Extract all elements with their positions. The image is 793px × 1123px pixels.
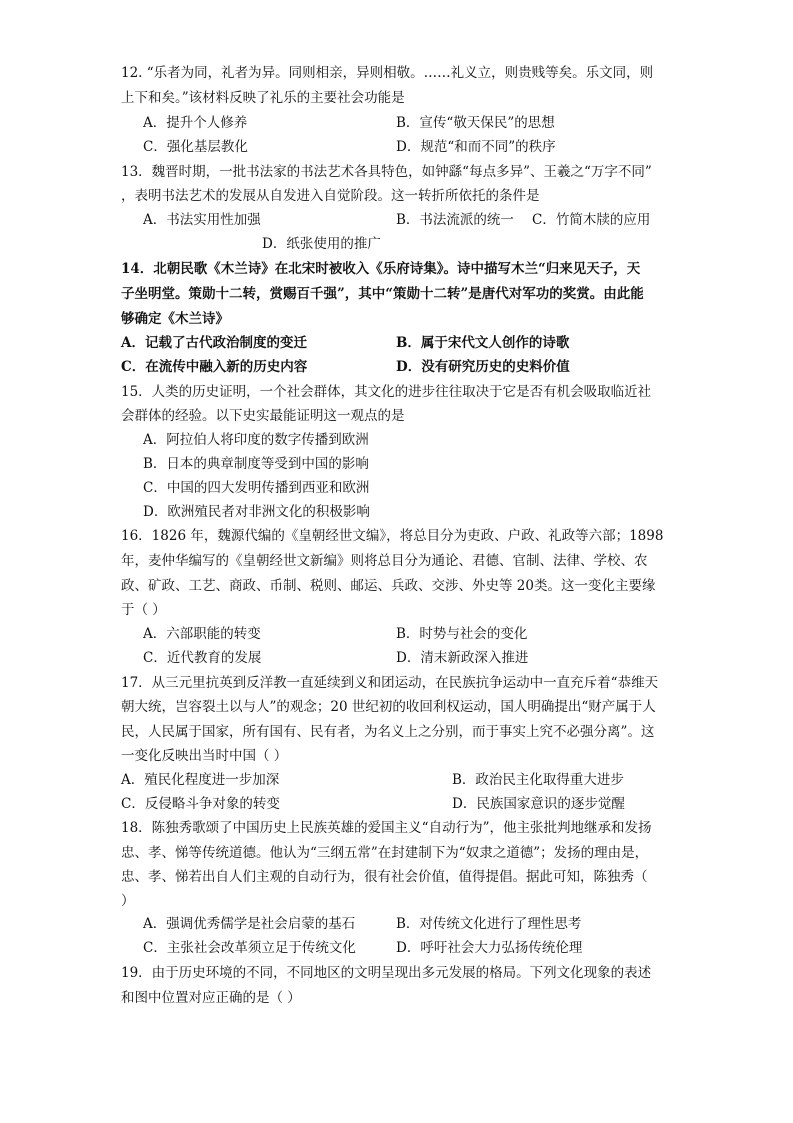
- q15-stem-line-1: 15．人类的历史证明，一个社会群体，其文化的进步往往取决于它是否有机会吸取临近社: [121, 384, 652, 400]
- q16-stem-line-2: 年，麦仲华编写的《皇朝经世文新编》则将总目分为通论、君德、官制、法律、学校、农: [121, 553, 648, 569]
- q15-option-d: D．欧洲殖民者对非洲文化的积极影响: [143, 504, 370, 520]
- q15-option-c: C．中国的四大发明传播到西亚和欧洲: [143, 480, 370, 496]
- q19-stem-line-1: 19．由于历史环境的不同，不同地区的文明呈现出多元发展的格局。下列文化现象的表述: [121, 965, 652, 981]
- q17-stem-line-1: 17．从三元里抗英到反洋教一直延续到义和团运动，在民族抗争运动中一直充斥着“恭维天: [121, 675, 659, 691]
- q14-stem-line-3: 够确定《木兰诗》: [121, 311, 229, 327]
- q16-option-a: A．六部职能的转变: [143, 626, 261, 642]
- q12-option-d: D．规范“和而不同”的秩序: [396, 139, 556, 155]
- q13-option-a: A．书法实用性加强: [143, 212, 261, 228]
- q17-option-c: C．反侵略斗争对象的转变: [121, 796, 280, 812]
- q15-stem-line-2: 会群体的经验。以下史实最能证明这一观点的是: [121, 408, 405, 424]
- q15-option-a: A．阿拉伯人将印度的数字传播到欧洲: [143, 432, 369, 448]
- q17-stem-line-2: 朝大统，岂容裂土以与人”的观念；20 世纪初的收回利权运动，国人明确提出“财产属于人: [121, 699, 656, 715]
- q14-stem-line-1: 14．北朝民歌《木兰诗》在北宋时被收入《乐府诗集》。诗中描写木兰“归来见天子，天: [121, 261, 641, 277]
- q13-stem-line-2: ，表明书法艺术的发展从自发进入自觉阶段。这一转折所依托的条件是: [121, 188, 540, 204]
- q13-option-c: C．竹简木牍的应用: [532, 212, 651, 228]
- q12-option-b: B．宣传“敬天保民”的思想: [396, 115, 555, 131]
- q18-stem-line-1: 18．陈独秀歌颂了中国历史上民族英雄的爱国主义“自动行为”，他主张批判地继承和发扬: [121, 820, 652, 836]
- q17-option-b: B．政治民主化取得重大进步: [452, 772, 624, 788]
- q18-stem-line-4: ）: [121, 893, 135, 909]
- q18-option-a: A．强调优秀儒学是社会启蒙的基石: [143, 916, 356, 932]
- q14-option-a: A．记载了古代政治制度的变迁: [121, 335, 307, 351]
- q12-stem-line-1: 12. “乐者为同，礼者为异。同则相亲，异则相敬。……礼义立，则贵贱等矣。乐文同，则: [121, 65, 654, 81]
- q12-option-a: A．提升个人修养: [143, 115, 248, 131]
- q16-stem-line-1: 16．1826 年，魏源代编的《皇朝经世文编》，将总目分为吏政、户政、礼政等六部；1898: [121, 528, 664, 544]
- q13-option-d: D．纸张使用的推广: [262, 236, 381, 252]
- q16-stem-line-3: 政、矿政、工艺、商政、币制、税则、邮运、兵政、交涉、外史等 20类。这一变化主要缘: [121, 578, 656, 594]
- q12-stem-line-2: 上下和矣。”该材料反映了礼乐的主要社会功能是: [121, 90, 405, 106]
- q18-stem-line-2: 忠、孝、悌等传统道德。他认为“三纲五常”在封建制下为“奴隶之道德”；发扬的理由是，: [121, 845, 649, 861]
- q17-option-d: D．民族国家意识的逐步觉醒: [452, 796, 625, 812]
- q13-option-b: B．书法流派的统一: [396, 212, 514, 228]
- q14-option-c: C．在流传中融入新的历史内容: [121, 359, 308, 375]
- q18-option-d: D．呼吁社会大力弘扬传统伦理: [396, 940, 583, 956]
- q14-option-b: B．属于宋代文人创作的诗歌: [396, 335, 570, 351]
- q16-option-c: C．近代教育的发展: [143, 650, 262, 666]
- q16-option-b: B．时势与社会的变化: [396, 626, 528, 642]
- q14-stem-line-2: 子坐明堂。策勋十二转，赏赐百千强”，其中“策勋十二转”是唐代对军功的奖赏。由此能: [121, 286, 644, 302]
- q14-option-d: D．没有研究历史的史料价值: [396, 359, 570, 375]
- q19-stem-line-2: 和图中位置对应正确的是（ ）: [121, 990, 301, 1006]
- q18-option-c: C．主张社会改革须立足于传统文化: [143, 940, 356, 956]
- q18-option-b: B．对传统文化进行了理性思考: [396, 916, 582, 932]
- q13-stem-line-1: 13．魏晋时期，一批书法家的书法艺术各具特色，如钟繇“每点多异”、王羲之“万字不同”: [121, 164, 652, 180]
- q16-option-d: D．清末新政深入推进: [396, 650, 529, 666]
- q15-option-b: B．日本的典章制度等受到中国的影响: [143, 456, 369, 472]
- q17-stem-line-4: 一变化反映出当时中国（ ）: [121, 748, 288, 764]
- q16-stem-line-4: 于（ ）: [121, 602, 166, 618]
- q17-option-a: A．殖民化程度进一步加深: [121, 772, 280, 788]
- q12-option-c: C．强化基层教化: [143, 139, 248, 155]
- q17-stem-line-3: 民，人民属于国家，所有国有、民有者，为名义上之分别，而于事实上究不必强分离”。这: [121, 724, 655, 740]
- q18-stem-line-3: 忠、孝、悌若出自人们主观的自动行为，很有社会价值，值得提倡。据此可知，陈独秀（: [121, 869, 648, 885]
